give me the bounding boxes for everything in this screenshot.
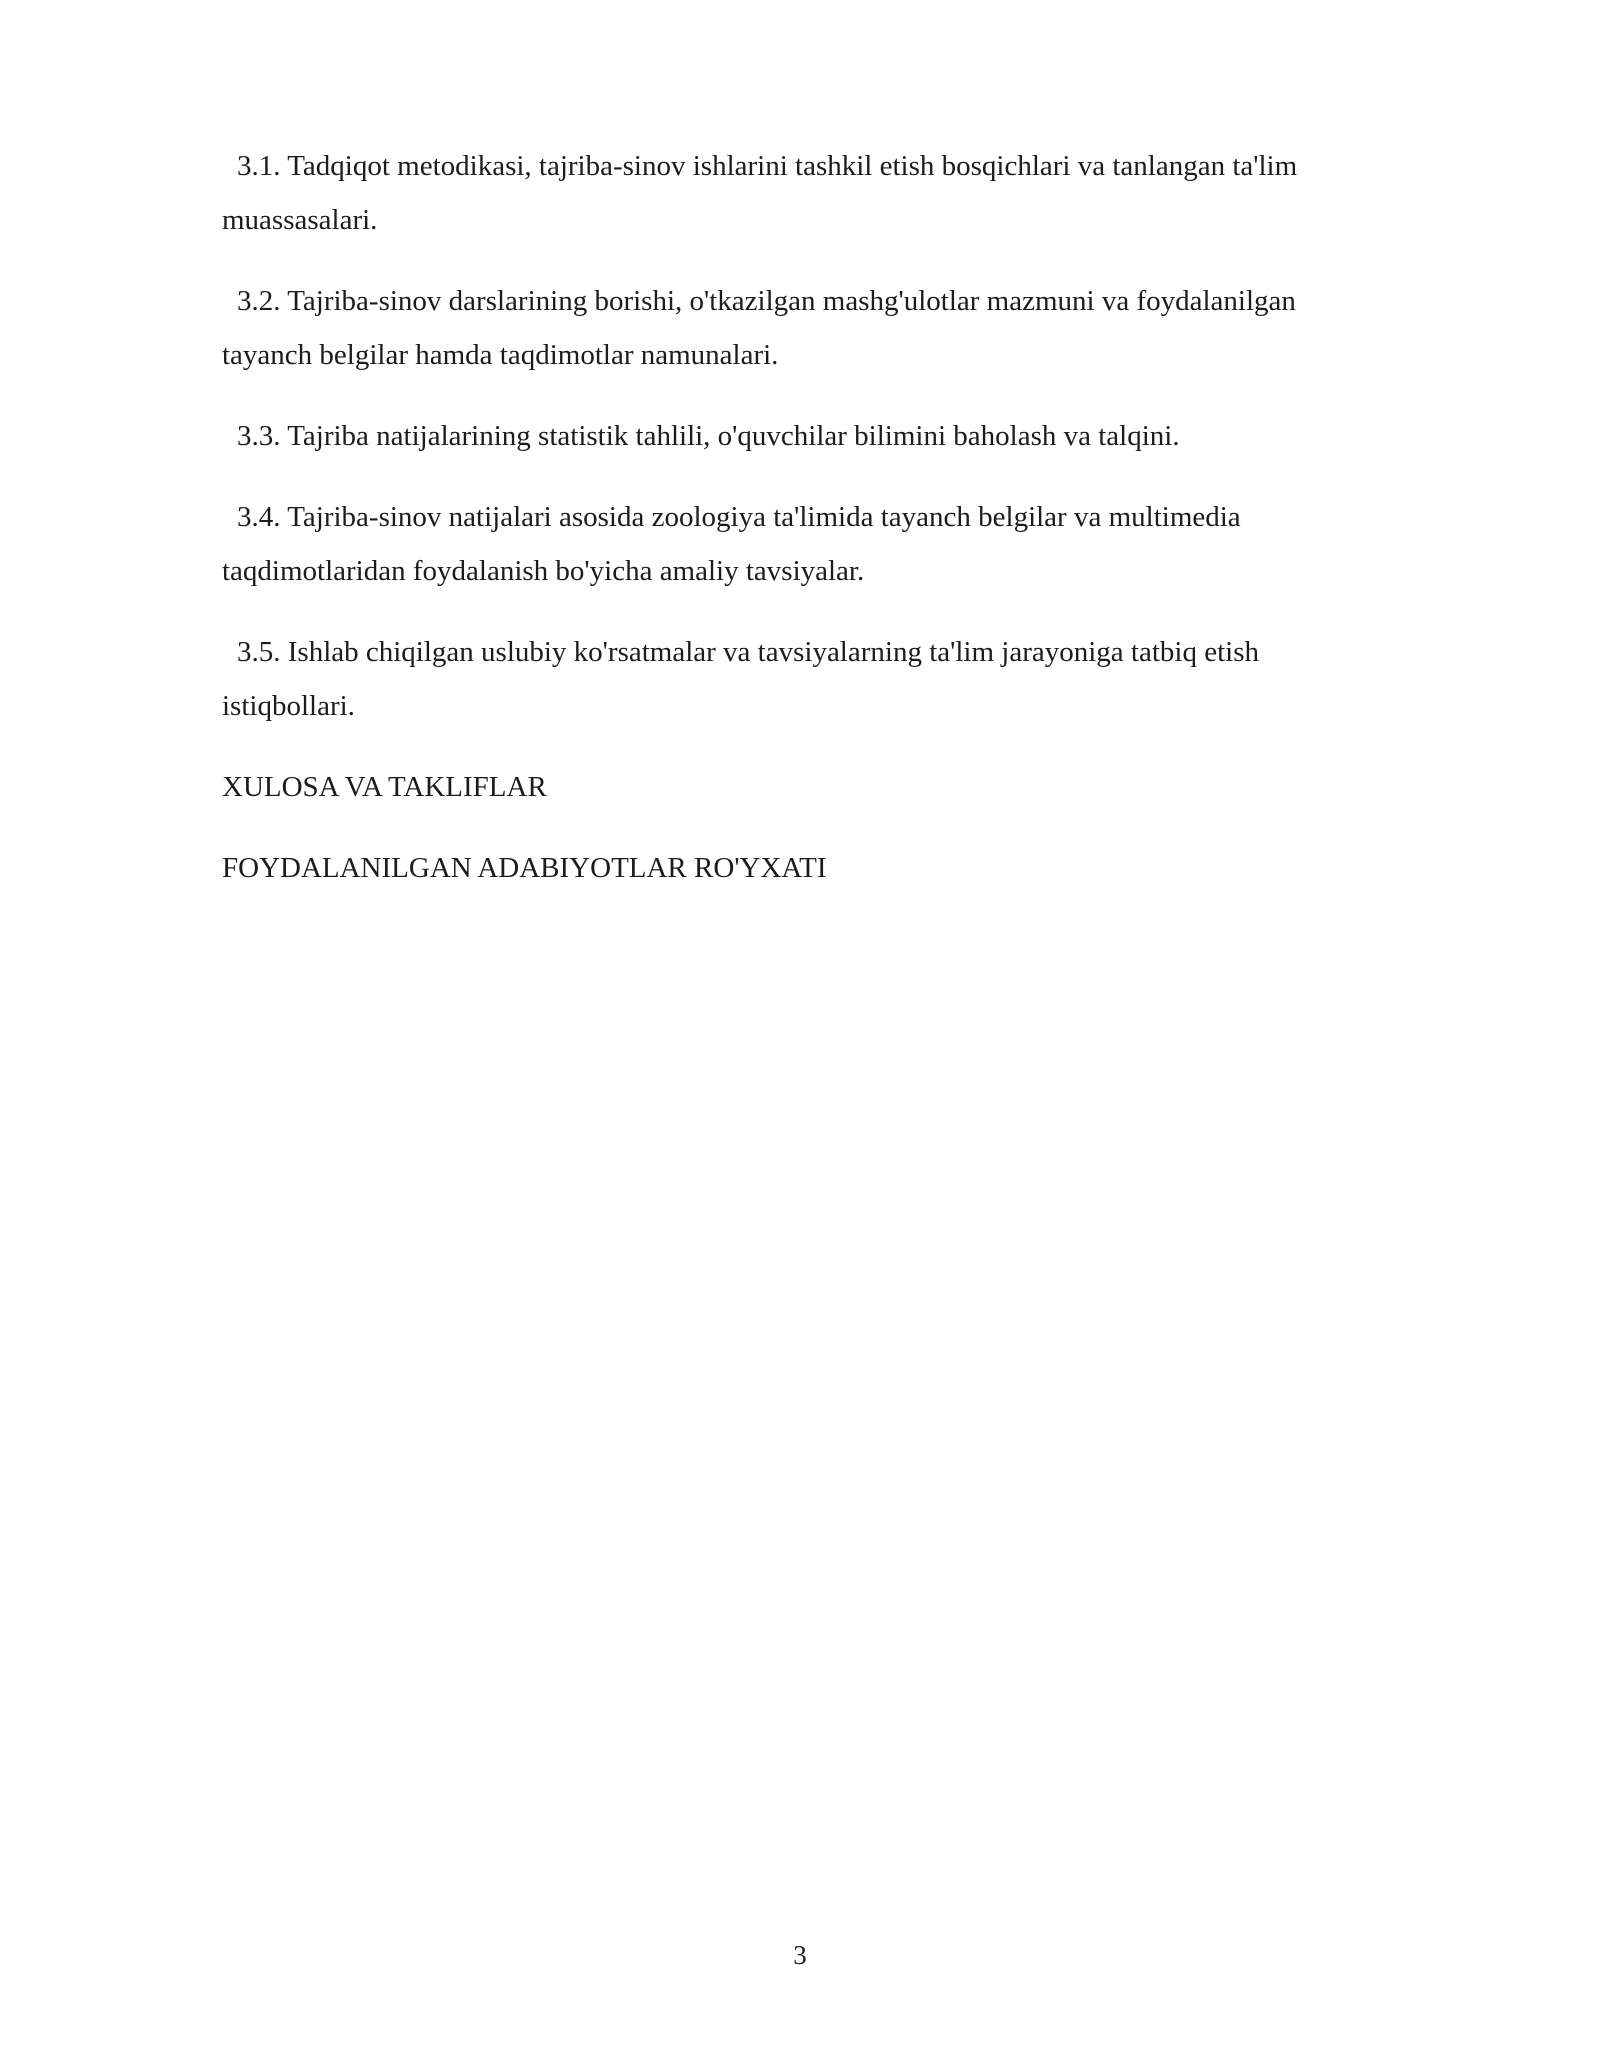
table-of-contents	[222, 139, 1402, 922]
toc-entry-3-2-line-1: 3.2. Tajriba-sinov darslarining borishi, o'tkazilgan mashg'ulotlar mazmuni va foydalanilgan	[237, 285, 1296, 317]
toc-entry-3-2-line-2: tayanch belgilar hamda taqdimotlar namunalari.	[222, 339, 779, 371]
toc-entry-3-3	[222, 409, 1402, 463]
toc-references-heading: FOYDALANILGAN ADABIYOTLAR RO'YXATI	[222, 852, 827, 884]
toc-entry-3-4	[222, 490, 1402, 598]
toc-entry-3-5	[222, 625, 1402, 733]
toc-entry-3-5-line-2: istiqbollari.	[222, 690, 355, 722]
toc-entry-3-4-line-1: 3.4. Tajriba-sinov natijalari asosida zoologiya ta'limida tayanch belgilar va multimedia	[237, 501, 1241, 533]
toc-conclusion-heading: XULOSA VA TAKLIFLAR	[222, 771, 547, 803]
toc-entry-3-2	[222, 274, 1402, 382]
toc-entry-3-1	[222, 139, 1402, 247]
page-number: 3	[793, 1940, 807, 1970]
toc-entry-3-5-line-1: 3.5. Ishlab chiqilgan uslubiy ko'rsatmalar va tavsiyalarning ta'lim jarayoniga tatbiq etish	[237, 636, 1259, 668]
toc-entry-3-1-line-2: muassasalari.	[222, 204, 378, 236]
toc-entry-3-1-line-1: 3.1. Tadqiqot metodikasi, tajriba-sinov ishlarini tashkil etish bosqichlari va tanlangan ta'lim	[237, 150, 1298, 182]
toc-entry-3-4-line-2: taqdimotlaridan foydalanish bo'yicha amaliy tavsiyalar.	[222, 555, 865, 587]
toc-entry-3-3-line-1: 3.3. Tajriba natijalarining statistik tahlili, o'quvchilar bilimini baholash va talqini.	[237, 420, 1180, 452]
